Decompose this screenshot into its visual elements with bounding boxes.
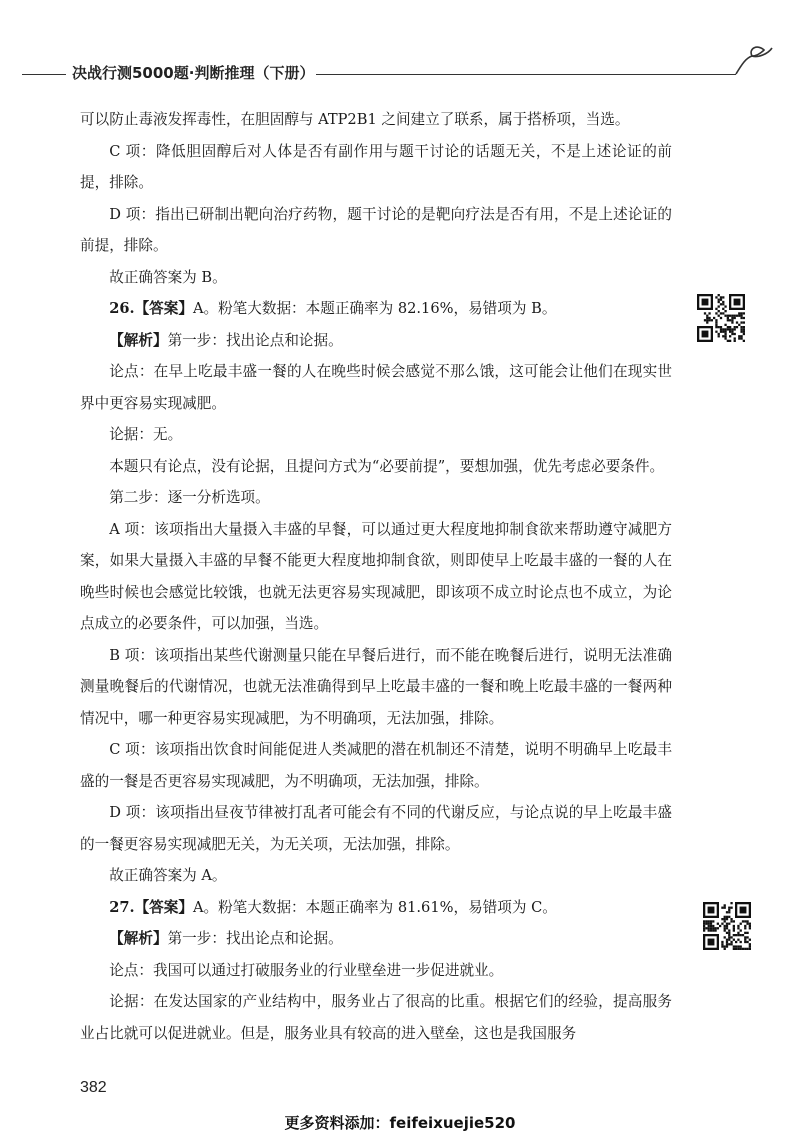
page-number: 382 xyxy=(80,1079,107,1096)
book-title: 决战行测5000题·判断推理（下册） xyxy=(72,64,315,82)
qr-code-icon[interactable] xyxy=(703,902,751,950)
paragraph: 第二步：逐一分析选项。 xyxy=(109,489,270,506)
sprout-icon xyxy=(728,44,778,78)
paragraph: 可以防止毒液发挥毒性，在胆固醇与 ATP2B1 之间建立了联系，属于搭桥项，当选。 xyxy=(80,111,630,128)
paragraph: D 项：指出已研制出靶向治疗药物，题干讨论的是靶向疗法是否有用，不是上述论证的前提，排除。 xyxy=(80,205,672,254)
paragraph: 论点：在早上吃最丰盛一餐的人在晚些时候会感觉不那么饿，这可能会让他们在现实世界中更容易实现减肥。 xyxy=(80,363,672,412)
paragraph: 本题只有论点，没有论据，且提问方式为“必要前提”，要想加强，优先考虑必要条件。 xyxy=(109,457,665,475)
qr-code-icon[interactable] xyxy=(697,294,745,342)
header-rule-left xyxy=(22,74,66,75)
paragraph: 故正确答案为 B。 xyxy=(109,268,227,286)
paragraph: A 项：该项指出大量摄入丰盛的早餐，可以通过更大程度地抑制食欲来帮助遵守减肥方案，如果大量摄入丰盛的早餐不能更大程度地抑制食欲，则即使早上吃最丰盛的一餐的人在晚些时候也会感觉比较饿，也就无法更容易实现减肥，即该项不成立时论点也不成立，为论点成立的必要条件，可以加强，当选。 xyxy=(80,520,672,632)
paragraph: C 项：降低胆固醇后对人体是否有副作用与题干讨论的话题无关，不是上述论证的前提，排除。 xyxy=(80,142,672,191)
analysis-27: 【解析】第一步：找出论点和论据。 xyxy=(109,930,343,947)
paragraph: 故正确答案为 A。 xyxy=(109,867,227,884)
running-header xyxy=(0,58,800,88)
analysis-26: 【解析】第一步：找出论点和论据。 xyxy=(109,331,343,349)
answer-26: 26.【答案】A。粉笔大数据：本题正确率为 82.16%，易错项为 B。 xyxy=(109,300,557,317)
header-rule-right xyxy=(316,74,736,75)
paragraph: D 项：该项指出昼夜节律被打乱者可能会有不同的代谢反应，与论点说的早上吃最丰盛的一餐更容易实现减肥无关，为无关项，无法加强，排除。 xyxy=(80,804,672,853)
paragraph: 论据：在发达国家的产业结构中，服务业占了很高的比重。根据它们的经验，提高服务业占比就可以促进就业。但是，服务业具有较高的进入壁垒，这也是我国服务 xyxy=(80,993,672,1042)
body-text xyxy=(80,104,672,1049)
answer-27: 27.【答案】A。粉笔大数据：本题正确率为 81.61%，易错项为 C。 xyxy=(109,898,557,916)
paragraph: C 项：该项指出饮食时间能促进人类减肥的潜在机制还不清楚，说明不明确早上吃最丰盛的一餐是否更容易实现减肥，为不明确项，无法加强，排除。 xyxy=(80,741,672,790)
paragraph: B 项：该项指出某些代谢测量只能在早餐后进行，而不能在晚餐后进行，说明无法准确测量晚餐后的代谢情况，也就无法准确得到早上吃最丰盛的一餐和晚上吃最丰盛的一餐两种情况中，哪一种更容易实现减肥，为不明确项，无法加强，排除。 xyxy=(80,646,672,727)
footer-note: 更多资料添加：feifeixuejie520 xyxy=(284,1114,516,1132)
paragraph: 论据：无。 xyxy=(109,426,183,443)
paragraph: 论点：我国可以通过打破服务业的行业壁垒进一步促进就业。 xyxy=(109,961,504,979)
